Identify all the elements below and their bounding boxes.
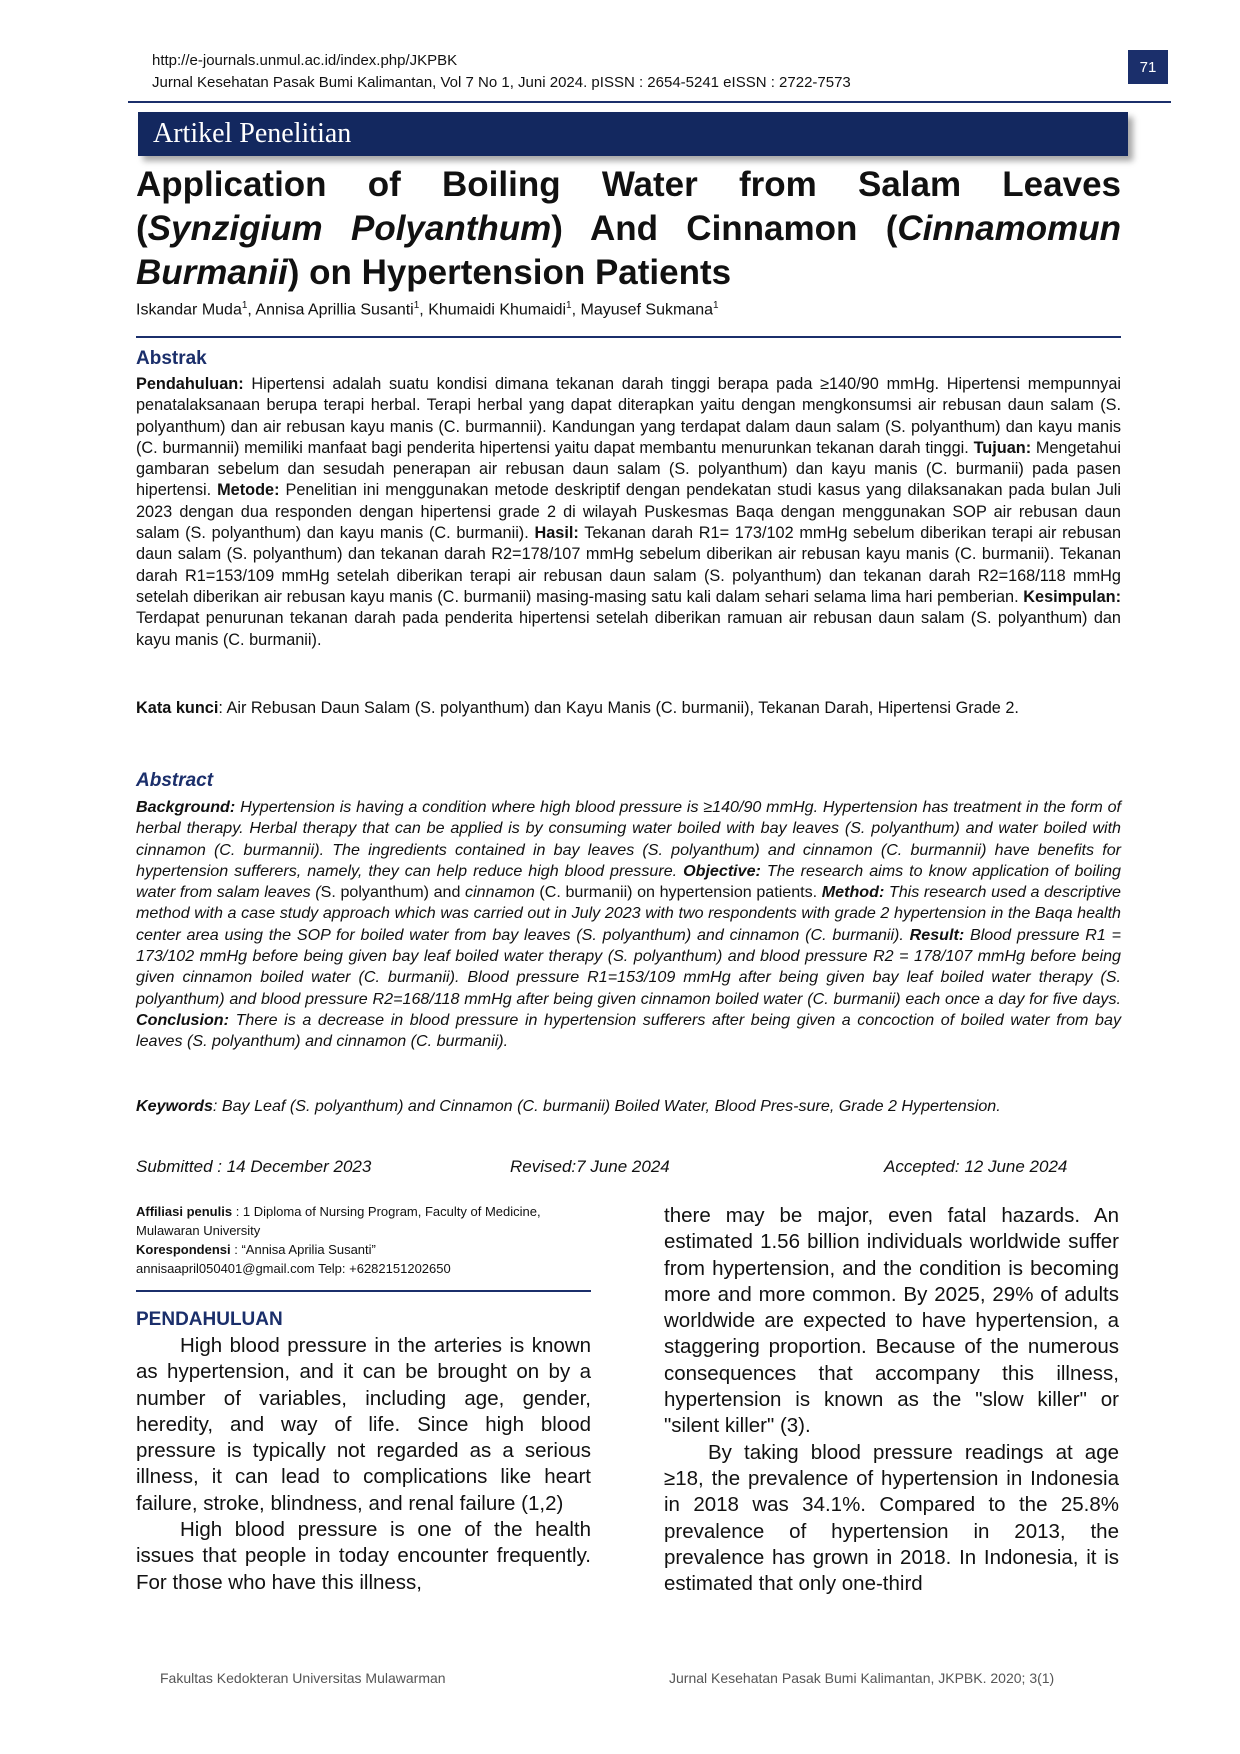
kata-kunci: Kata kunci: Air Rebusan Daun Salam (S. polyanthum) dan Kayu Manis (C. burmanii), Tekanan Darah, Hipertensi Grade 2. bbox=[136, 699, 1019, 717]
revised-date: Revised:7 June 2024 bbox=[510, 1157, 670, 1176]
abstrak-body: Pendahuluan: Hipertensi adalah suatu kondisi dimana tekanan darah tinggi berapa pada ≥140/90 mmHg. Hipertensi mempunnyai penatalaksanaan berupa terapi herbal. Terapi herbal yang dapat diterapkan yaitu dengan mengkonsumsi air rebusan daun salam (S. polyanthum) dan air rebusan kayu manis (C. burmannii). Kandungan yang terdapat dalam daun salam (S. polyanthum) dan kayu manis (C. burmannii) memiliki manfaat bagi penderita hipertensi yaitu dapat membantu menurunkan tekanan darah tinggi. Tujuan: Mengetahui gambaran sebelum dan sesudah penerapan air rebusan daun salam (S. polyanthum) dan kayu manis (C. burmanii) pada pasen hipertensi. Metode: Penelitian ini menggunakan metode deskriptif dengan pendekatan studi kasus yang dilaksanakan pada bulan Juli 2023 dengan dua responden dengan hipertensi grade 2 di wilayah Puskesmas Baqa dengan menggunakan SOP air rebusan daun salam (S. polyanthum) dan kayu manis (C. burmanii). Hasil: Tekanan darah R1= 173/102 mmHg sebelum diberikan terapi air rebusan daun salam (S. polyanthum) dan tekanan darah R2=178/107 mmHg sebelum diberikan air rebusan kayu manis (C. burmanii). Tekanan darah R1=153/109 mmHg setelah diberikan terapi air rebusan daun salam (S. polyanthum) dan tekanan darah R2=168/118 mmHg setelah diberikan air rebusan kayu manis (C. burmanii) masing-masing satu kali dalam sehari selama lima hari pemberian. Kesimpulan: Terdapat penurunan tekanan darah pada penderita hipertensi setelah diberikan ramuan air rebusan daun salam (S. polyanthum) dan kayu manis (C. burmanii). bbox=[136, 375, 1122, 649]
section-banner bbox=[138, 112, 1128, 156]
footer-journal: Jurnal Kesehatan Pasak Bumi Kalimantan, JKPBK. 2020; 3(1) bbox=[669, 1670, 1055, 1686]
paragraph: High blood pressure in the arteries is known as hypertension, and it can be brought on by a number of variables, including age, gender, heredity, and way of life. Since high blood pressure is typically not regarded as a serious illness, it can lead to complications like heart failure, stroke, blindness, and renal failure (1,2) bbox=[136, 1334, 591, 1515]
author-list: Iskandar Muda$^1$, Annisa Aprillia Susanti$^1$, Khumaidi Khumaidi$^1$, Mayusef Sukmana$^1$ bbox=[136, 300, 719, 319]
article-title: Application of Boiling Water from Salam Leaves (Synzigium Polyanthum) And Cinnamon (Cinnamomun Burmanii) on Hypertension Patients bbox=[136, 165, 1121, 292]
pendahuluan-heading: PENDAHULUAN bbox=[136, 1309, 283, 1330]
paragraph: High blood pressure is one of the health issues that people in today encounter frequently. For those who have this illness, bbox=[136, 1518, 591, 1594]
author-name: Mayusef Sukmana bbox=[580, 301, 714, 319]
author-name: Annisa Aprillia Susanti bbox=[255, 301, 414, 319]
section-label: Artikel Penelitian bbox=[153, 118, 352, 149]
abstract-heading: Abstract bbox=[136, 770, 214, 791]
journal-citation: Jurnal Kesehatan Pasak Bumi Kalimantan, Vol 7 No 1, Juni 2024. pISSN : 2654-5241 eISSN : 2722-7573 bbox=[152, 74, 851, 91]
authors-divider bbox=[136, 336, 1121, 338]
body-column-right bbox=[664, 1203, 1119, 1597]
contact-info[interactable]: annisaapril050401@gmail.com Telp: +6282151202650 bbox=[136, 1261, 451, 1276]
header-divider bbox=[128, 101, 1171, 103]
footer-institution: Fakultas Kedokteran Universitas Mulawarman bbox=[160, 1670, 446, 1686]
author-name: Khumaidi Khumaidi bbox=[428, 301, 567, 319]
page-number-badge: 71 bbox=[1128, 50, 1168, 84]
accepted-date: Accepted: 12 June 2024 bbox=[884, 1157, 1068, 1176]
submitted-date: Submitted : 14 December 2023 bbox=[136, 1157, 372, 1176]
paragraph: there may be major, even fatal hazards. An estimated 1.56 billion individuals worldwide suffer from hypertension, and the condition is becoming more and more common. By 2025, 29% of adults worldwide are expected to have hypertension, a staggering proportion. Because of the numerous consequences that accompany this illness, hypertension is known as the "slow killer" or "silent killer" (3). bbox=[664, 1204, 1119, 1438]
affiliation-block: Affiliasi penulis : 1 Diploma of Nursing Program, Faculty of Medicine, Mulawaran University Korespondensi : “Annisa Aprilia Susanti” annisaapril050401@gmail.com Telp: +6282151202650 bbox=[136, 1202, 591, 1278]
affiliation-divider bbox=[136, 1290, 591, 1292]
journal-url[interactable]: http://e-journals.unmul.ac.id/index.php/JKPBK bbox=[152, 52, 458, 69]
author-name: Iskandar Muda bbox=[136, 301, 242, 319]
abstract-body: Background: Hypertension is having a condition where high blood pressure is ≥140/90 mmHg. Hypertension has treatment in the form of herbal therapy. Herbal therapy that can be applied is by consuming water boiled with bay leaves (S. polyanthum) and water boiled with cinnamon (C. burmannii). The ingredients contained in bay leaves (S. polyanthum) and cinnamon (C. burmannii) have benefits for hypertension sufferers, namely, they can help reduce high blood pressure. Objective: The research aims to know application of boiling water from salam leaves (S. polyanthum) and cinnamon (C. burmanii) on hypertension patients. Method: This research used a descriptive method with a case study approach which was carried out in July 2023 with two respondents with grade 2 hypertension in the Baqa health center area using the SOP for boiled water from bay leaves (S. polyanthum) and cinnamon (C. burmanii). Result: Blood pressure R1 = 173/102 mmHg before being given bay leaf boiled water therapy (S. polyanthum) and blood pressure R2 = 178/107 mmHg before being given cinnamon boiled water (C. burmanii). Blood pressure R1=153/109 mmHg after being given bay leaf boiled water therapy (S. polyanthum) and blood pressure R2=168/118 mmHg after being given cinnamon boiled water (C. burmanii) each once a day for five days. Conclusion: There is a decrease in blood pressure in hypertension sufferers after being given a concoction of boiled water from bay leaves (S. polyanthum) and cinnamon (C. burmanii). bbox=[136, 798, 1122, 1051]
abstrak-heading: Abstrak bbox=[136, 348, 207, 369]
paragraph: By taking blood pressure readings at age ≥18, the prevalence of hypertension in Indonesia in 2018 was 34.1%. Compared to the 25.8% prevalence of hypertension in 2013, the prevalence has grown in 2018. In Indonesia, it is estimated that only one-third bbox=[664, 1440, 1119, 1596]
keywords: Keywords: Bay Leaf (S. polyanthum) and Cinnamon (C. burmanii) Boiled Water, Blood Pres-sure, Grade 2 Hypertension. bbox=[136, 1097, 1001, 1115]
body-column-left bbox=[136, 1333, 591, 1596]
